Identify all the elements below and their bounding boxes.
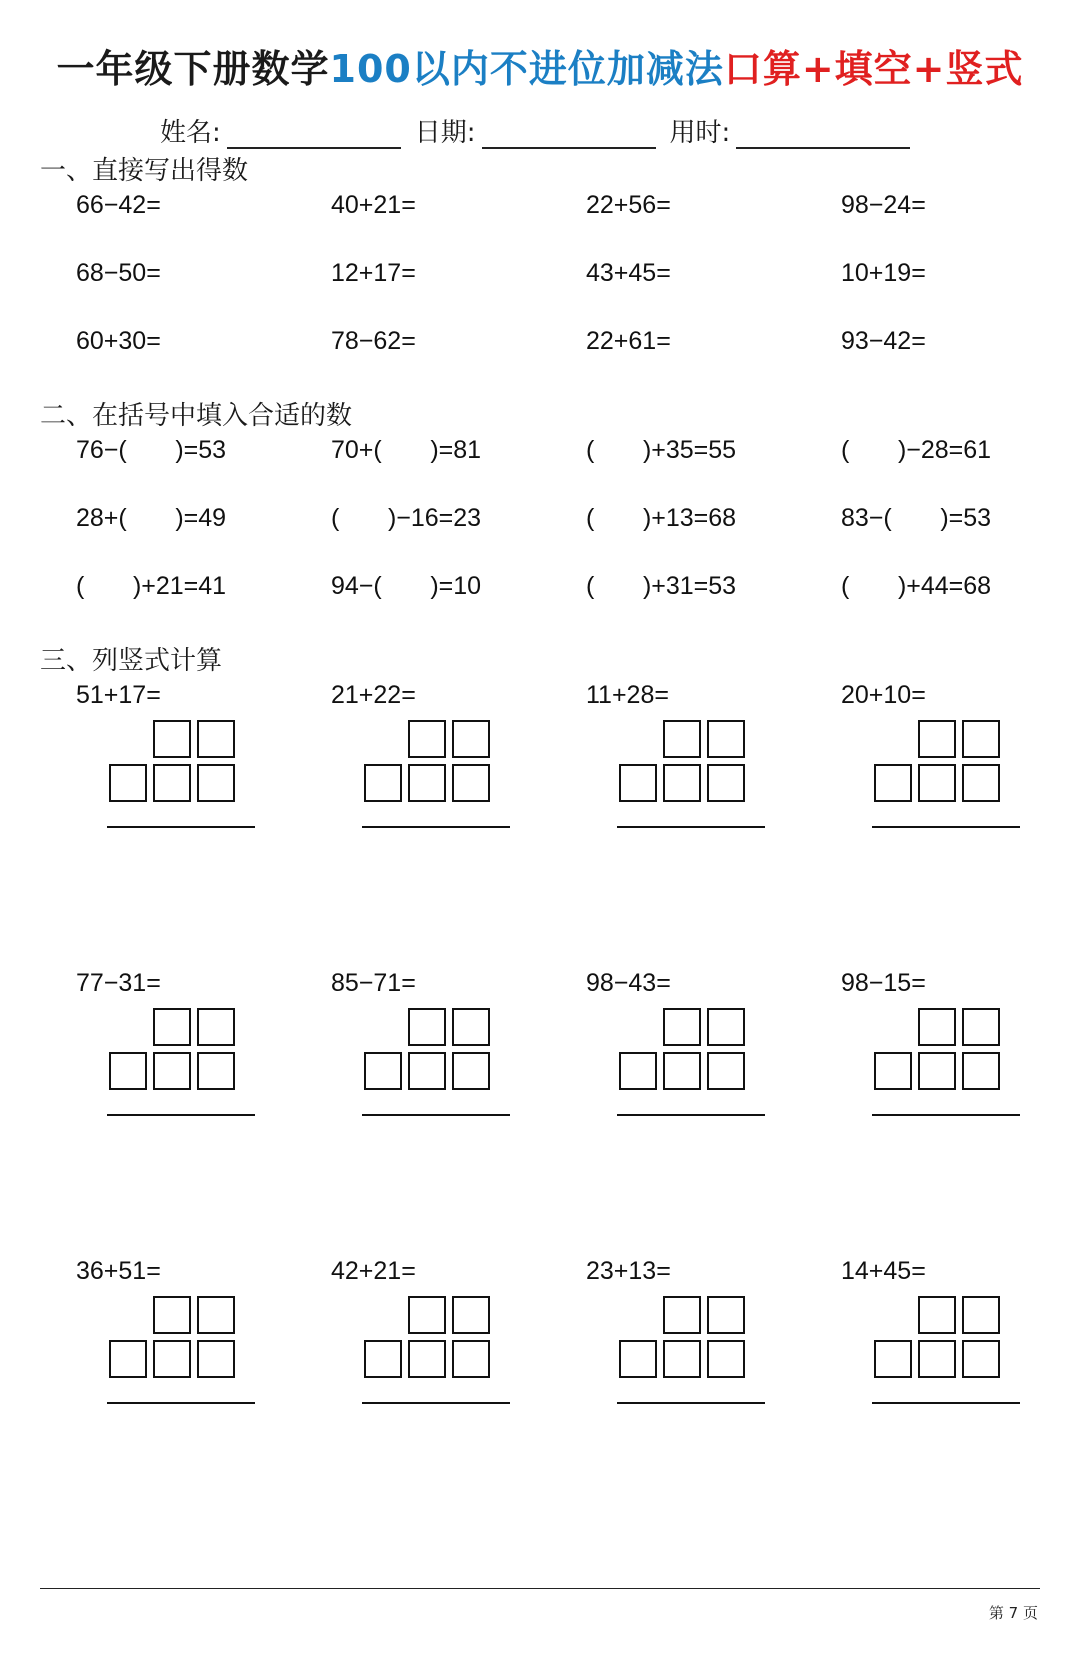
fill-blank-problem: ( )−16=23 xyxy=(331,504,482,532)
vertical-calc-grid xyxy=(107,1008,257,1118)
result-line xyxy=(872,1402,1020,1404)
vertical-calc-problem: 42+21= xyxy=(331,1257,416,1285)
name-field[interactable] xyxy=(227,117,401,149)
digit-box[interactable] xyxy=(619,1052,657,1090)
digit-box[interactable] xyxy=(408,1296,446,1334)
digit-box[interactable] xyxy=(153,764,191,802)
vertical-calc-grid xyxy=(872,1296,1022,1406)
mental-math-problem: 98−24= xyxy=(841,191,926,219)
digit-box[interactable] xyxy=(962,764,1000,802)
digit-box[interactable] xyxy=(197,1296,235,1334)
result-line xyxy=(872,1114,1020,1116)
date-label: 日期: xyxy=(414,118,476,148)
fill-blank-problem: 28+( )=49 xyxy=(76,504,227,532)
result-line xyxy=(872,826,1020,828)
digit-box[interactable] xyxy=(364,1340,402,1378)
name-label: 姓名: xyxy=(160,118,221,148)
digit-box[interactable] xyxy=(707,1008,745,1046)
vertical-calc-problem: 98−15= xyxy=(841,969,926,997)
result-line xyxy=(362,1114,510,1116)
digit-box[interactable] xyxy=(918,720,956,758)
digit-box[interactable] xyxy=(619,764,657,802)
vertical-calc-problem: 21+22= xyxy=(331,681,416,709)
vertical-calc-problem: 14+45= xyxy=(841,1257,926,1285)
digit-box[interactable] xyxy=(408,1340,446,1378)
digit-box[interactable] xyxy=(918,1296,956,1334)
digit-box[interactable] xyxy=(364,1052,402,1090)
vertical-calc-grid xyxy=(362,1296,512,1406)
page-number: 第 7 页 xyxy=(988,1604,1038,1622)
mental-math-problem: 68−50= xyxy=(76,259,161,287)
digit-box[interactable] xyxy=(153,1052,191,1090)
digit-box[interactable] xyxy=(663,1340,701,1378)
title-part-types: 口算+填空+竖式 xyxy=(723,47,1024,91)
digit-box[interactable] xyxy=(874,1052,912,1090)
vertical-calc-problem: 51+17= xyxy=(76,681,161,709)
result-line xyxy=(617,1402,765,1404)
digit-box[interactable] xyxy=(452,1340,490,1378)
vertical-calc-grid xyxy=(617,720,767,830)
digit-box[interactable] xyxy=(452,764,490,802)
digit-box[interactable] xyxy=(197,764,235,802)
vertical-calc-grid xyxy=(362,720,512,830)
digit-box[interactable] xyxy=(962,1052,1000,1090)
digit-box[interactable] xyxy=(408,764,446,802)
digit-box[interactable] xyxy=(153,1340,191,1378)
result-line xyxy=(107,1114,255,1116)
vertical-calc-problem: 85−71= xyxy=(331,969,416,997)
result-line xyxy=(362,826,510,828)
digit-box[interactable] xyxy=(663,1008,701,1046)
digit-box[interactable] xyxy=(153,1008,191,1046)
digit-box[interactable] xyxy=(663,1052,701,1090)
digit-box[interactable] xyxy=(109,1052,147,1090)
digit-box[interactable] xyxy=(197,720,235,758)
mental-math-problem: 66−42= xyxy=(76,191,161,219)
digit-box[interactable] xyxy=(707,720,745,758)
result-line xyxy=(362,1402,510,1404)
vertical-calc-grid xyxy=(107,720,257,830)
digit-box[interactable] xyxy=(707,1296,745,1334)
mental-math-problem: 78−62= xyxy=(331,327,416,355)
digit-box[interactable] xyxy=(707,1340,745,1378)
digit-box[interactable] xyxy=(707,1052,745,1090)
digit-box[interactable] xyxy=(918,1340,956,1378)
result-line xyxy=(107,1402,255,1404)
vertical-calc-problem: 36+51= xyxy=(76,1257,161,1285)
time-label: 用时: xyxy=(669,118,731,148)
vertical-calc-grid xyxy=(872,1008,1022,1118)
digit-box[interactable] xyxy=(619,1340,657,1378)
digit-box[interactable] xyxy=(408,1052,446,1090)
digit-box[interactable] xyxy=(452,720,490,758)
result-line xyxy=(617,1114,765,1116)
digit-box[interactable] xyxy=(452,1008,490,1046)
fill-blank-problem: ( )+35=55 xyxy=(586,436,737,464)
title-part-grade: 一年级下册数学 xyxy=(56,47,330,91)
digit-box[interactable] xyxy=(452,1052,490,1090)
fill-blank-problem: 94−( )=10 xyxy=(331,572,482,600)
digit-box[interactable] xyxy=(874,1340,912,1378)
section-title-fill-blanks: 二、在括号中填入合适的数 xyxy=(40,401,353,431)
fill-blank-problem: 83−( )=53 xyxy=(841,504,992,532)
vertical-calc-problem: 98−43= xyxy=(586,969,671,997)
digit-box[interactable] xyxy=(408,720,446,758)
vertical-calc-problem: 23+13= xyxy=(586,1257,671,1285)
digit-box[interactable] xyxy=(663,1296,701,1334)
fill-blank-problem: ( )−28=61 xyxy=(841,436,992,464)
digit-box[interactable] xyxy=(663,720,701,758)
vertical-calc-problem: 11+28= xyxy=(586,681,669,709)
digit-box[interactable] xyxy=(962,1008,1000,1046)
digit-box[interactable] xyxy=(918,764,956,802)
section-title-mental-math: 一、直接写出得数 xyxy=(40,156,249,186)
result-line xyxy=(107,826,255,828)
vertical-calc-grid xyxy=(362,1008,512,1118)
digit-box[interactable] xyxy=(153,720,191,758)
mental-math-problem: 43+45= xyxy=(586,259,671,287)
fill-blank-problem: ( )+21=41 xyxy=(76,572,227,600)
digit-box[interactable] xyxy=(452,1296,490,1334)
vertical-calc-grid xyxy=(107,1296,257,1406)
date-field[interactable] xyxy=(482,117,656,149)
section-title-vertical-calc: 三、列竖式计算 xyxy=(40,646,223,676)
digit-box[interactable] xyxy=(962,1296,1000,1334)
digit-box[interactable] xyxy=(962,1340,1000,1378)
vertical-calc-grid xyxy=(617,1296,767,1406)
time-field[interactable] xyxy=(736,117,910,149)
fill-blank-problem: 76−( )=53 xyxy=(76,436,227,464)
mental-math-problem: 10+19= xyxy=(841,259,926,287)
student-info-row xyxy=(160,112,924,149)
vertical-calc-problem: 77−31= xyxy=(76,969,161,997)
vertical-calc-grid xyxy=(617,1008,767,1118)
mental-math-problem: 22+61= xyxy=(586,327,671,355)
page-title xyxy=(0,38,1080,93)
title-part-topic: 100以内不进位加减法 xyxy=(329,47,724,91)
footer-divider xyxy=(40,1588,1040,1589)
mental-math-problem: 40+21= xyxy=(331,191,416,219)
fill-blank-problem: ( )+44=68 xyxy=(841,572,992,600)
result-line xyxy=(617,826,765,828)
vertical-calc-grid xyxy=(872,720,1022,830)
digit-box[interactable] xyxy=(197,1008,235,1046)
digit-box[interactable] xyxy=(918,1008,956,1046)
digit-box[interactable] xyxy=(408,1008,446,1046)
fill-blank-problem: ( )+31=53 xyxy=(586,572,737,600)
digit-box[interactable] xyxy=(962,720,1000,758)
mental-math-problem: 22+56= xyxy=(586,191,671,219)
digit-box[interactable] xyxy=(874,764,912,802)
digit-box[interactable] xyxy=(364,764,402,802)
digit-box[interactable] xyxy=(918,1052,956,1090)
fill-blank-problem: 70+( )=81 xyxy=(331,436,482,464)
digit-box[interactable] xyxy=(197,1340,235,1378)
digit-box[interactable] xyxy=(109,764,147,802)
digit-box[interactable] xyxy=(153,1296,191,1334)
digit-box[interactable] xyxy=(197,1052,235,1090)
vertical-calc-problem: 20+10= xyxy=(841,681,926,709)
fill-blank-problem: ( )+13=68 xyxy=(586,504,737,532)
mental-math-problem: 60+30= xyxy=(76,327,161,355)
digit-box[interactable] xyxy=(663,764,701,802)
digit-box[interactable] xyxy=(109,1340,147,1378)
mental-math-problem: 93−42= xyxy=(841,327,926,355)
mental-math-problem: 12+17= xyxy=(331,259,416,287)
digit-box[interactable] xyxy=(707,764,745,802)
